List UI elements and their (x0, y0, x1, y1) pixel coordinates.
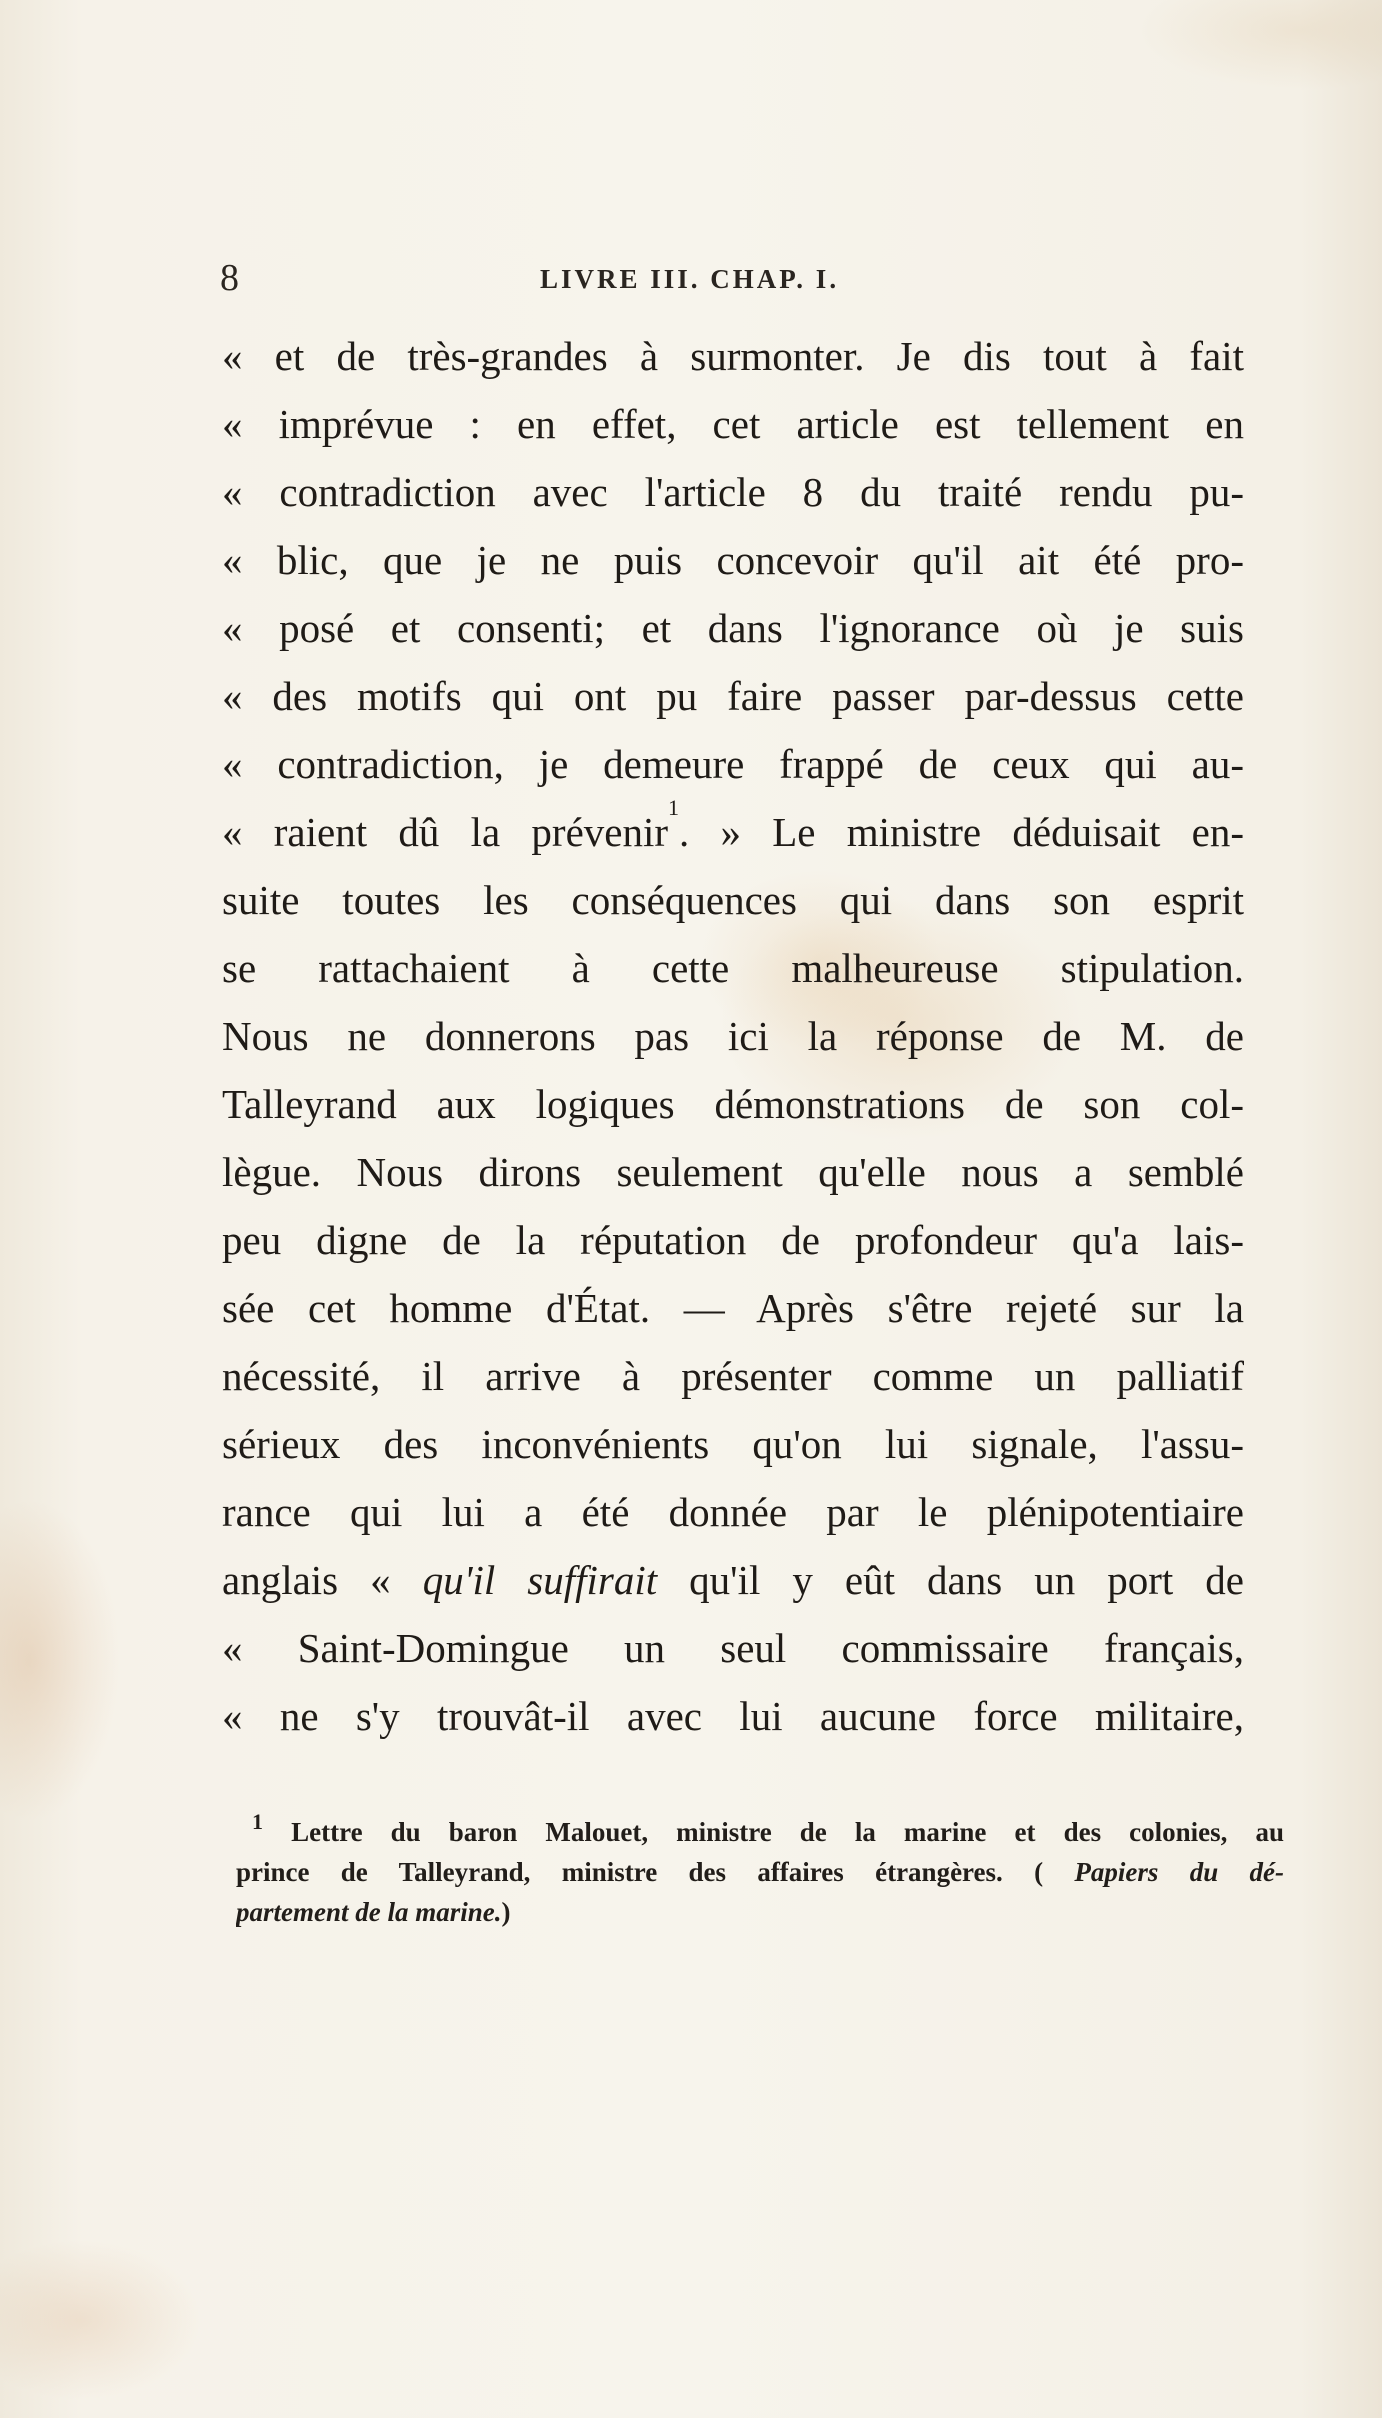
text-segment: qu'il y eût dans un port de (657, 1557, 1244, 1603)
text-segment: . » Le ministre déduisait en- (679, 809, 1244, 855)
footnote-text: prince de Talleyrand, ministre des affaires étrangères. ( (236, 1857, 1044, 1887)
footnote-line (236, 1892, 1284, 1932)
text-line: se rattachaient à cette malheureuse stipulation. (222, 945, 1244, 991)
text-line: lègue. Nous dirons seulement qu'elle nous a semblé (222, 1149, 1244, 1195)
footnote-italic: Papiers du dé- (1074, 1857, 1284, 1887)
text-line: « blic, que je ne puis concevoir qu'il ait été pro- (222, 537, 1244, 583)
text-line: nécessité, il arrive à présenter comme un palliatif (222, 1353, 1244, 1399)
footnote-italic: partement de la marine. (236, 1897, 502, 1927)
footnote (236, 1812, 1284, 1932)
text-line: Nous ne donnerons pas ici la réponse de M. de (222, 1013, 1244, 1059)
text-line: « des motifs qui ont pu faire passer par-dessus cette (222, 673, 1244, 719)
text-line: « posé et consenti; et dans l'ignorance où je suis (222, 605, 1244, 651)
page-number: 8 (220, 257, 239, 299)
text-line: peu digne de la réputation de profondeur qu'a lais- (222, 1217, 1244, 1263)
text-line: « ne s'y trouvât-il avec lui aucune force militaire, (222, 1693, 1244, 1739)
italic-quote: qu'il suffirait (422, 1557, 658, 1603)
body-text (222, 322, 1244, 1750)
text-line: « et de très-grandes à surmonter. Je dis tout à fait (222, 333, 1244, 379)
text-line: « imprévue : en effet, cet article est tellement en (222, 401, 1244, 447)
footnote-text: ) (501, 1897, 511, 1927)
footnote-text: Lettre du baron Malouet, ministre de la marine et des colonies, au (291, 1817, 1284, 1847)
text-line: Talleyrand aux logiques démonstrations de son col- (222, 1081, 1244, 1127)
text-line-with-footnote-mark (222, 798, 1244, 866)
page-header (220, 258, 1240, 298)
text-line: sée cet homme d'État. — Après s'être rejeté sur la (222, 1285, 1244, 1331)
text-line: « Saint-Domingue un seul commissaire français, (222, 1625, 1244, 1671)
footnote-line (236, 1812, 1284, 1852)
text-segment: anglais « (222, 1557, 423, 1603)
text-line: « contradiction, je demeure frappé de ceux qui au- (222, 741, 1244, 787)
footnote-line (236, 1852, 1284, 1892)
text-line: suite toutes les conséquences qui dans son esprit (222, 877, 1244, 923)
running-head: LIVRE III. CHAP. I. (540, 264, 840, 294)
footnote-reference[interactable]: 1 (668, 798, 680, 820)
footnote-mark: 1 (252, 1812, 263, 1834)
text-line: rance qui lui a été donnée par le plénipotentiaire (222, 1489, 1244, 1535)
text-line: « contradiction avec l'article 8 du traité rendu pu- (222, 469, 1244, 515)
text-segment: « raient dû la prévenir (222, 809, 669, 855)
text-line: sérieux des inconvénients qu'on lui signale, l'assu- (222, 1421, 1244, 1467)
text-line-with-italic (222, 1546, 1244, 1614)
